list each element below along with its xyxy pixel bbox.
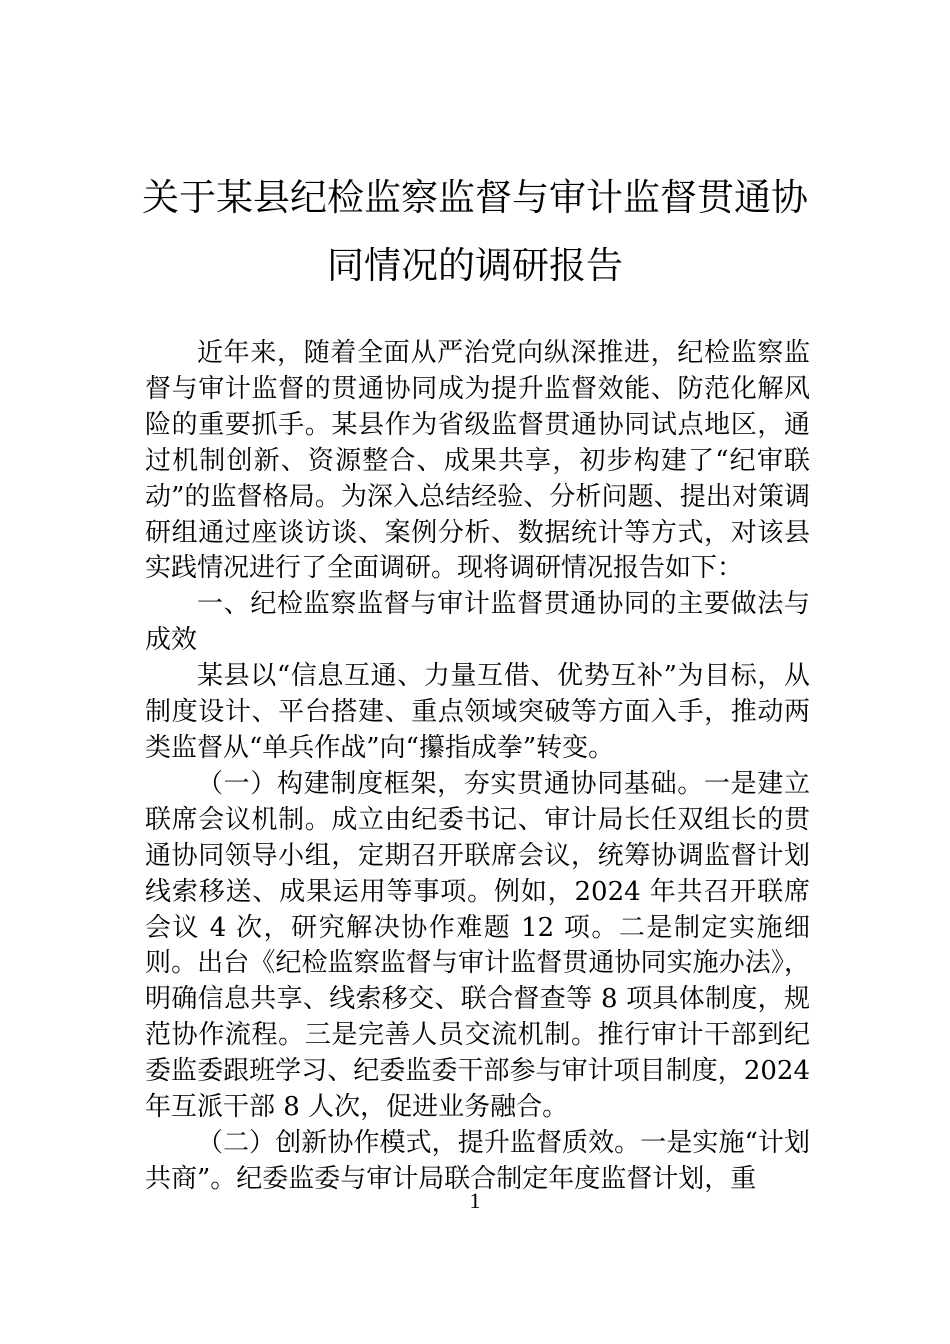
subsection-2-paragraph: （二）创新协作模式，提升监督质效。一是实施“计划共商”。纪委监委与审计局联合制定年度监督计划，重 [145, 1127, 810, 1194]
subsection-1-paragraph: （一）构建制度框架，夯实贯通协同基础。一是建立联席会议机制。成立由纪委书记、审计局长任双组长的贯通协同领导小组，定期召开联席会议，统筹协调监督计划线索移送、成果运用等事项。例如，2024 年共召开联席会议 4 次，研究解决协作难题 12 项。二是制定实施细则。出台《纪检监察监督与审计监督贯通协同实施办法》，明确信息共享、线索移交、联合督查等 8 项具体制度，规范协作流程。三是完善人员交流机制。推行审计干部到纪委监委跟班学习、纪委监委干部参与审计项目制度，2024 年互派干部 8 人次，促进业务融合。 [145, 768, 810, 1123]
section-1-summary-paragraph: 某县以“信息互通、力量互借、优势互补”为目标，从制度设计、平台搭建、重点领域突破等方面入手，推动两类监督从“单兵作战”向“攥指成拳”转变。 [145, 661, 810, 763]
document-title-line-1: 关于某县纪检监察监督与审计监督贯通协 [142, 176, 808, 219]
intro-paragraph: 近年来，随着全面从严治党向纵深推进，纪检监察监督与审计监督的贯通协同成为提升监督效能、防范化解风险的重要抓手。某县作为省级监督贯通协同试点地区，通过机制创新、资源整合、成果共享，初步构建了“纪审联动”的监督格局。为深入总结经验、分析问题、提出对策调研组通过座谈访谈、案例分析、数据统计等方式，对该县实践情况进行了全面调研。现将调研情况报告如下： [145, 338, 810, 584]
document-title-line-2: 同情况的调研报告 [327, 244, 623, 287]
section-heading-1: 一、纪检监察监督与审计监督贯通协同的主要做法与成效 [145, 589, 810, 656]
document-body [145, 336, 810, 1198]
page-number: 1 [469, 1188, 481, 1213]
